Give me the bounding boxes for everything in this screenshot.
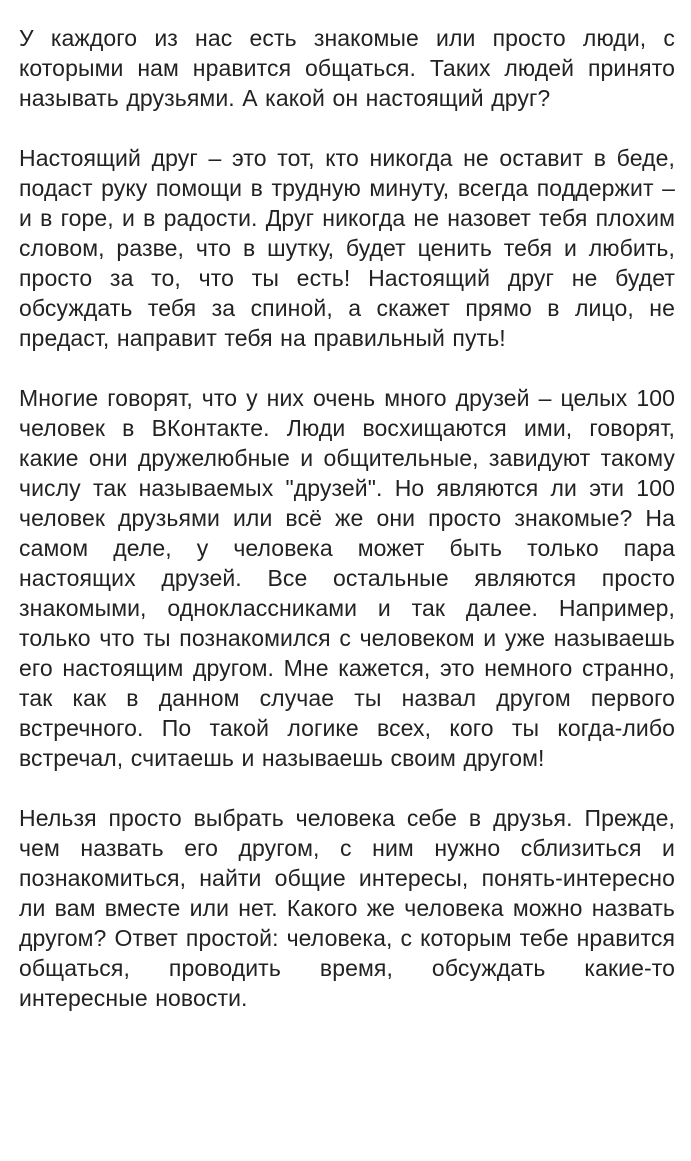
paragraph-choosing-friends: Нельзя просто выбрать человека себе в друзья. Прежде, чем назвать его другом, с ним нужно сблизиться и познакомиться, найти общие интересы, понять-интересно ли вам вместе или нет. Какого же человека можно назвать другом? Ответ простой: человека, с которым тебе нравится общаться, проводить время, обсуждать какие-то интересные новости. [19,805,675,1011]
paragraph-many-friends: Многие говорят, что у них очень много друзей – целых 100 человек в ВКонтакте. Люди восхищаются ими, говорят, какие они дружелюбные и общительные, завидуют такому числу так называемых "друзей". Но являются ли эти 100 человек друзьями или всё же они просто знакомые? На самом деле, у человека может быть только пара настоящих друзей. Все остальные являются просто знакомыми, одноклассниками и так далее. Например, только что ты познакомился с человеком и уже называешь его настоящим другом. Мне кажется, это немного странно, так как в данном случае ты назвал другом первого встречного. По такой логике всех, кого ты когда-либо встречал, считаешь и называешь своим другом! [19,385,675,771]
paragraph-introduction: У каждого из нас есть знакомые или просто люди, с которыми нам нравится общаться. Таких людей принято называть друзьями. А какой он настоящий друг? [19,25,675,111]
paragraph-true-friend: Настоящий друг – это тот, кто никогда не оставит в беде, подаст руку помощи в трудную минуту, всегда поддержит – и в горе, и в радости. Друг никогда не назовет тебя плохим словом, разве, что в шутку, будет ценить тебя и любить, просто за то, что ты есть! Настоящий друг не будет обсуждать тебя за спиной, а скажет прямо в лицо, не предаст, направит тебя на правильный путь! [19,145,675,351]
